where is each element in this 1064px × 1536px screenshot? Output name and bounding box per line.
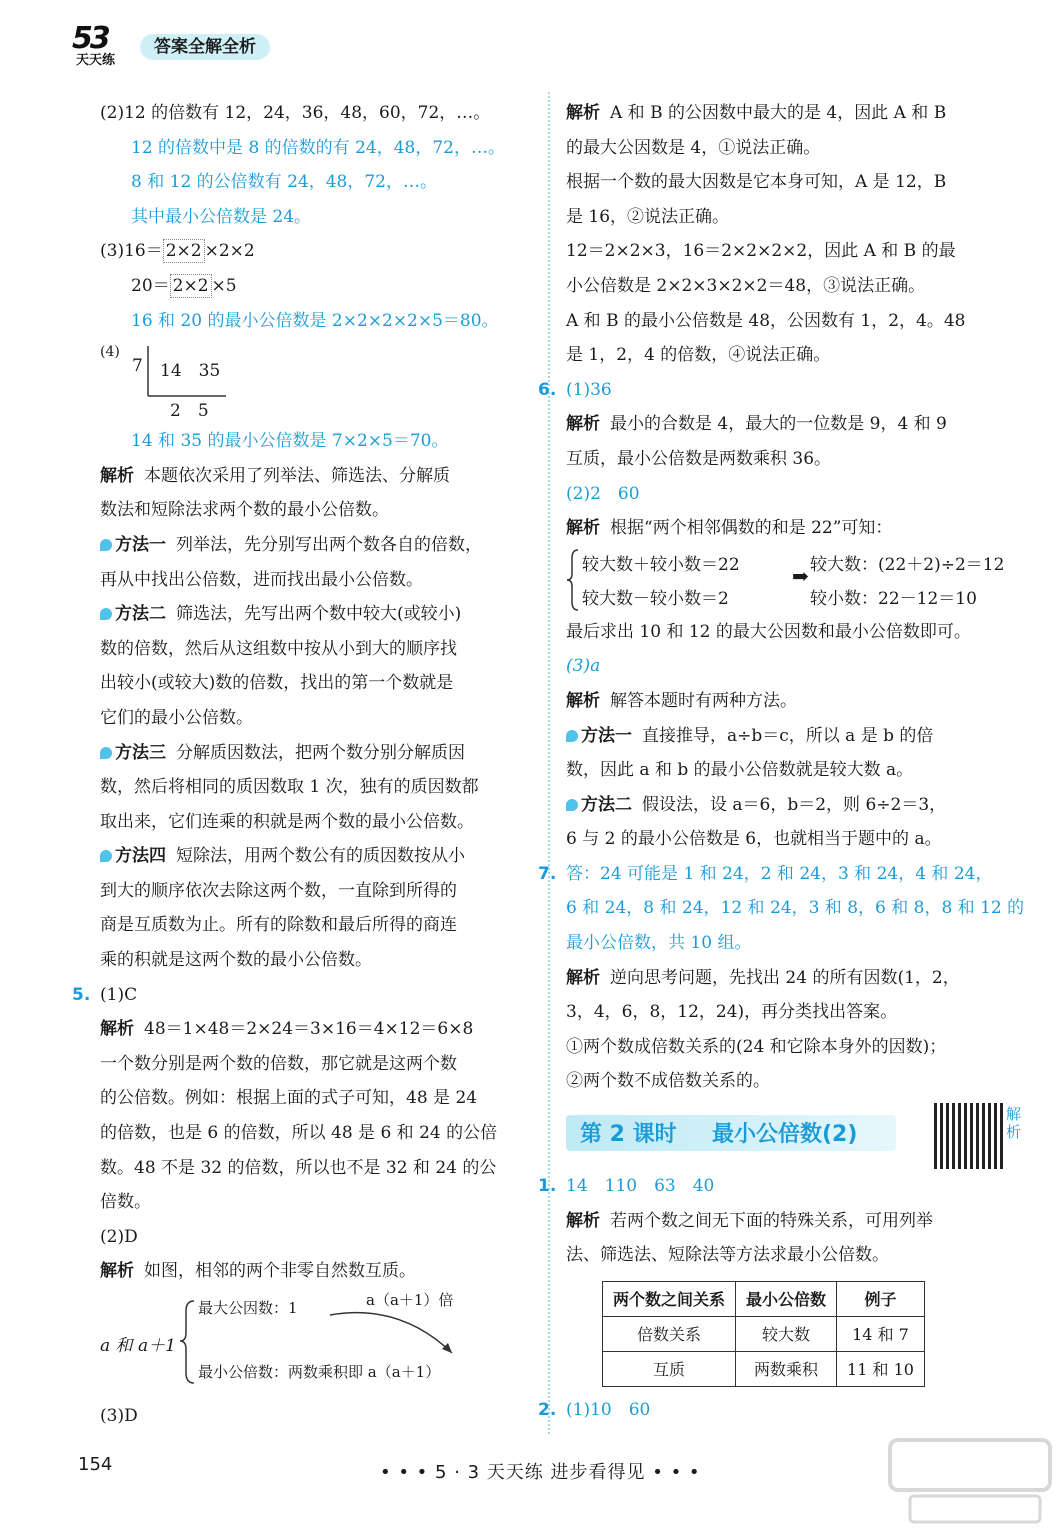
q7-analysis-line-1 — [566, 961, 1036, 996]
column-divider — [548, 92, 550, 1434]
method-tag: 方法二 — [581, 794, 632, 815]
method-icon — [566, 799, 578, 811]
analysis-tag: 解析 — [566, 690, 600, 711]
analysis-tag: 解析 — [566, 518, 600, 539]
q6-analysis-2 — [566, 511, 1036, 546]
q5-analysis-line-3: 的公倍数。例如：根据上面的式子可知，48 是 24 — [100, 1088, 478, 1109]
method-tag: 方法一 — [115, 534, 166, 555]
method-tag: 方法四 — [115, 846, 166, 867]
method-icon — [100, 608, 112, 620]
q6-analysis-1-line-1 — [566, 407, 1036, 442]
answer-text: (1)C — [100, 984, 138, 1005]
q4-3-l2a: 20＝ — [131, 275, 170, 296]
analysis-text: 最小的合数是 4，最大的一位数是 9，4 和 9 — [610, 414, 947, 435]
l2-q1-analysis-line-2: 法、筛选法、短除法等方法求最小公倍数。 — [566, 1245, 889, 1266]
q5-answer-2: (2)D — [100, 1226, 138, 1247]
method-3-line-2: 数，然后将相同的质因数取 1 次，独有的质因数都 — [100, 777, 479, 798]
table-cell: 互质 — [603, 1351, 736, 1386]
analysis-text: 如图，相邻的两个非零自然数互质。 — [144, 1261, 416, 1282]
analysis-text: 本题依次采用了列举法、筛选法、分解质 — [144, 465, 450, 486]
answer-text: 14 110 63 40 — [566, 1176, 715, 1197]
watermark-logo — [880, 1430, 1060, 1530]
method-tag: 方法一 — [581, 725, 632, 746]
q7-analysis-line-4: ②两个数不成倍数关系的。 — [566, 1071, 770, 1092]
q5-4-analysis-line-2: 的最大公因数是 4，①说法正确。 — [566, 137, 821, 158]
q4-3-line-1 — [100, 234, 532, 269]
analysis-tag: 解析 — [566, 414, 600, 435]
answer-text: 答：24 可能是 1 和 24，2 和 24，3 和 24，4 和 24， — [566, 863, 993, 884]
equation-1: 较大数＋较小数＝22 — [582, 554, 740, 575]
method-tag: 方法二 — [115, 604, 166, 625]
relation-table — [602, 1281, 925, 1387]
q7-answer-line-1 — [538, 857, 1036, 892]
equation-2: 较大数－较小数＝2 — [582, 588, 729, 609]
q4-2-line-1: (2)12 的倍数有 12，24，36，48，60，72，…。 — [100, 103, 491, 123]
table-row — [603, 1351, 925, 1386]
analysis-text: A 和 B 的公因数中最大的是 4，因此 A 和 B — [610, 103, 947, 123]
table-cell: 11 和 10 — [837, 1351, 925, 1386]
arrow-right-icon: ➡ — [792, 563, 809, 588]
method-tag: 方法三 — [115, 742, 166, 763]
analysis-tag: 解析 — [566, 967, 600, 988]
question-number: 6. — [538, 379, 557, 400]
logo-number: 53 — [72, 21, 108, 56]
q5-answer-1 — [72, 978, 532, 1013]
method-4-line-3: 商是互质数为止。所有的除数和最后所得的商连 — [100, 915, 457, 936]
table-cell: 较大数 — [736, 1316, 837, 1351]
common-factor-box-1: 2×2 — [163, 239, 205, 263]
method-text: 短除法，用两个数公有的质因数按从小 — [176, 846, 465, 867]
question-number: 7. — [538, 863, 557, 884]
method-text: 筛选法，先写出两个数中较大(或较小) — [176, 604, 462, 625]
brace-bottom: 最小公倍数：两数乘积即 a（a＋1） — [198, 1363, 441, 1381]
table-header: 例子 — [837, 1281, 925, 1316]
analysis-tag: 解析 — [100, 1261, 134, 1282]
table-cell: 两数乘积 — [736, 1351, 837, 1386]
q5-4-analysis-line-7: A 和 B 的最小公倍数是 48，公因数有 1，2，4。48 — [566, 310, 966, 331]
method-icon — [100, 850, 112, 862]
q6-answer-3: (3)a — [566, 656, 601, 677]
q4-analysis-line-2: 数法和短除法求两个数的最小公倍数。 — [100, 500, 389, 521]
q4-3-l1b: ×2×2 — [204, 241, 255, 262]
table-cell: 倍数关系 — [603, 1316, 736, 1351]
method-text: 假设法，设 a＝6，b＝2，则 6÷2＝3， — [642, 794, 947, 815]
dividends: 14 35 — [160, 361, 221, 382]
q6-answer-2: (2)2 60 — [566, 483, 640, 504]
lesson-number: 第 2 课时 — [580, 1122, 677, 1148]
q4-3-line-3: 16 和 20 的最小公倍数是 2×2×2×2×5＝80。 — [131, 310, 499, 331]
analysis-tag: 解析 — [100, 1019, 134, 1040]
q4-4-label: (4) — [100, 344, 120, 361]
q5-analysis-line-1 — [100, 1012, 532, 1047]
brace-top: 最大公因数：1 — [198, 1299, 298, 1317]
q5-4-analysis-line-4: 是 16，②说法正确。 — [566, 206, 730, 227]
q6-method-1-line-1 — [566, 719, 1036, 754]
equation-system — [566, 546, 1036, 615]
method-icon — [100, 539, 112, 551]
q4-2-line-4: 其中最小公倍数是 24。 — [131, 206, 312, 227]
q5-4-analysis-line-8: 是 1，2，4 的倍数，④说法正确。 — [566, 345, 831, 366]
analysis-text: 若两个数之间无下面的特殊关系，可用列举 — [610, 1210, 933, 1231]
logo-subtitle: 天天练 — [76, 53, 116, 68]
answer-text: (1)36 — [566, 379, 612, 400]
method-2-line-3: 出较小(或较大)数的倍数，找出的第一个数就是 — [100, 673, 454, 694]
q5-analysis-line-2: 一个数分别是两个数的倍数，那它就是这两个数 — [100, 1053, 457, 1074]
q7-analysis-line-3: ①两个数成倍数关系的(24 和它除本身外的因数)； — [566, 1036, 947, 1057]
qr-label: 解析 — [1006, 1105, 1022, 1142]
brace-left-label: a 和 a＋1 — [100, 1336, 176, 1356]
q5-analysis-line-6: 倍数。 — [100, 1192, 151, 1213]
table-cell: 14 和 7 — [837, 1316, 925, 1351]
q5-answer-3: (3)D — [100, 1406, 138, 1426]
method-icon — [566, 730, 578, 742]
l2-q1-analysis-line-1 — [566, 1204, 1036, 1239]
method-4-line-1 — [100, 839, 532, 874]
q5-analysis-line-4: 的倍数，也是 6 的倍数，所以 48 是 6 和 24 的公倍 — [100, 1123, 498, 1144]
method-3-line-1 — [100, 736, 532, 771]
q6-method-1-line-2: 数，因此 a 和 b 的最小公倍数就是较大数 a。 — [566, 760, 914, 781]
analysis-tag: 解析 — [100, 465, 134, 486]
method-3-line-3: 取出来，它们连乘的积就是两个数的最小公倍数。 — [100, 811, 474, 832]
footer-slogan: • • • 5 · 3 天天练 进步看得见 • • • — [380, 1462, 701, 1483]
answer-text: (1)10 60 — [566, 1399, 651, 1420]
left-column — [72, 96, 532, 1434]
method-1-line-1 — [100, 528, 532, 563]
analysis-text: 逆向思考问题，先找出 24 的所有因数(1，2， — [610, 967, 960, 988]
analysis-text: 根据“两个相邻偶数的和是 22”可知： — [610, 518, 893, 539]
lesson-banner — [566, 1099, 1036, 1169]
q4-3-l2b: ×5 — [211, 275, 237, 296]
q7-answer-line-2: 6 和 24，8 和 24，12 和 24，3 和 8，6 和 8，8 和 12 的 — [566, 898, 1025, 919]
q6-analysis-3 — [566, 684, 1036, 719]
analysis-tag: 解析 — [566, 1210, 600, 1231]
q4-3-line-2 — [100, 269, 532, 304]
analysis-tag: 解析 — [566, 103, 600, 123]
question-number: 1. — [538, 1176, 557, 1197]
q4-analysis-line-1 — [100, 459, 532, 494]
q7-answer-line-3: 最小公倍数，共 10 组。 — [566, 933, 752, 954]
method-1-line-2: 再从中找出公倍数，进而找出最小公倍数。 — [100, 569, 423, 590]
q4-2-line-2: 12 的倍数中是 8 的倍数的有 24，48，72，…。 — [131, 137, 505, 158]
brace-arrow-label: a（a＋1）倍 — [366, 1291, 454, 1309]
method-2-line-1 — [100, 597, 532, 632]
table-row — [603, 1316, 925, 1351]
qr-code-icon[interactable] — [934, 1103, 1004, 1169]
question-number: 5. — [72, 984, 91, 1005]
method-icon — [100, 747, 112, 759]
system-brace — [566, 548, 580, 612]
q5-analysis-2 — [100, 1254, 532, 1289]
q6-method-2-line-2: 6 与 2 的最小公倍数是 6，也就相当于题中的 a。 — [566, 829, 942, 850]
lesson-title: 最小公倍数(2) — [712, 1122, 858, 1148]
q5-4-analysis-line-6: 小公倍数是 2×2×3×2×2＝48，③说法正确。 — [566, 275, 926, 296]
method-4-line-4: 乘的积就是这两个数的最小公倍数。 — [100, 950, 372, 971]
q7-analysis-line-2: 3，4，6，8，12，24)，再分类找出答案。 — [566, 1002, 898, 1023]
method-text: 分解质因数法，把两个数分别分解质因 — [176, 742, 465, 763]
table-header-row — [603, 1281, 925, 1316]
table-header: 两个数之间关系 — [603, 1281, 736, 1316]
q6-answer-1 — [538, 373, 1036, 408]
q5-4-analysis-line-1 — [566, 96, 1036, 131]
q6-analysis-2-end: 最后求出 10 和 12 的最大公因数和最小公倍数即可。 — [566, 621, 971, 642]
l2-q1-answer — [538, 1169, 1036, 1204]
analysis-text: 解答本题时有两种方法。 — [610, 690, 797, 711]
result-1: 较大数：(22＋2)÷2＝12 — [810, 554, 1005, 575]
header-tag: 答案全解全析 — [140, 34, 270, 60]
short-division — [100, 338, 532, 424]
l2-q2-answer — [538, 1393, 1036, 1428]
divisor: 7 — [132, 356, 143, 377]
common-factor-box-2: 2×2 — [170, 274, 212, 298]
q4-2-line-3: 8 和 12 的公倍数有 24，48，72，…。 — [131, 172, 437, 193]
q4-4-result: 14 和 35 的最小公倍数是 7×2×5＝70。 — [131, 431, 449, 452]
method-2-line-4: 它们的最小公倍数。 — [100, 707, 253, 728]
right-column — [538, 96, 1036, 1427]
coprime-brace-diagram — [100, 1289, 532, 1399]
q4-3-l1a: (3)16＝ — [100, 241, 163, 262]
result-2: 较小数：22－12＝10 — [810, 588, 977, 609]
q6-method-2-line-1 — [566, 788, 1036, 823]
quotients: 2 5 — [170, 401, 209, 422]
method-text: 直接推导，a÷b＝c，所以 a 是 b 的倍 — [642, 725, 934, 746]
table-header: 最小公倍数 — [736, 1281, 837, 1316]
q6-analysis-1-line-2: 互质，最小公倍数是两数乘积 36。 — [566, 448, 832, 469]
method-4-line-2: 到大的顺序依次去除这两个数，一直除到所得的 — [100, 880, 457, 901]
q5-4-analysis-line-5: 12＝2×2×3，16＝2×2×2×2，因此 A 和 B 的最 — [566, 241, 956, 262]
q5-4-analysis-line-3: 根据一个数的最大因数是它本身可知，A 是 12，B — [566, 172, 947, 193]
analysis-text: 48＝1×48＝2×24＝3×16＝4×12＝6×8 — [144, 1019, 474, 1040]
method-text: 列举法，先分别写出两个数各自的倍数， — [176, 534, 482, 555]
q5-analysis-line-5: 数。48 不是 32 的倍数，所以也不是 32 和 24 的公 — [100, 1157, 497, 1178]
brand-logo — [72, 21, 142, 72]
page-number: 154 — [78, 1454, 113, 1475]
method-2-line-2: 数的倍数，然后从这组数中按从小到大的顺序找 — [100, 638, 457, 659]
question-number: 2. — [538, 1399, 557, 1420]
